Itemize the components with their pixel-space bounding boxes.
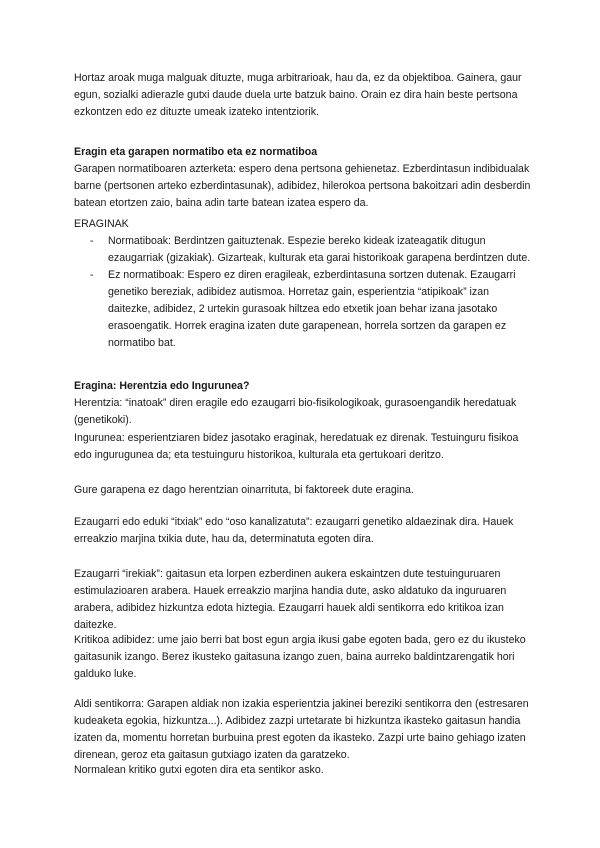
paragraph-herentzia: Herentzia: “inatoak” diren eragile edo ezaugarri bio-fisikologikoak, gurasoengandik heredatuak (genetikoki). [74, 397, 517, 426]
list-bullet: - [90, 235, 94, 247]
eraginak-list-block [74, 216, 534, 352]
paragraph-aldi-sentikorra-block [74, 696, 534, 764]
paragraph-aldi-sentikorra: Aldi sentikorra: Garapen aldiak non izakia esperientzia jakinei bereziki sentikorra den (estresaren kudeaketa egokia, hizkuntza...). Adibidez zazpi urtetarate bi hizkuntza ikasteko gaitasun handia izaten da, momentu horretan burbuina prest egoten da ikasteko. Zazpi urte baino gehiago izaten direnean, geroz eta gaitasun gutxiago izaten da garatzeko. [74, 698, 529, 761]
section-normative [74, 144, 534, 212]
list-item [74, 267, 534, 352]
paragraph-irekiak-block [74, 566, 534, 634]
paragraph-garapena: Gure garapena ez dago herentzian oinarrituta, bi faktoreek dute eragina. [74, 484, 414, 496]
section-normative-text: Garapen normatiboaren azterketa: espero dena pertsona gehienetaz. Ezberdintasun indibidualak barne (pertsonen arteko ezberdintasunak), adibidez, hilerokoa pertsona bakoitzari adin desberdin batean etortzen zaio, baina adin tarte batean izatea espero da. [74, 163, 531, 209]
section-heritage-heading: Eragina: Herentzia edo Ingurunea? [74, 380, 250, 392]
paragraph-itxiak-block [74, 514, 534, 548]
section-normative-heading: Eragin eta garapen normatibo eta ez normatiboa [74, 146, 318, 158]
eraginak-title: ERAGINAK [74, 218, 129, 230]
paragraph-garapena-block [74, 482, 534, 499]
paragraph-itxiak: Ezaugarri edo eduki “itxiak” edo “oso kanalizatuta”: ezaugarri genetiko aldaezinak dira. Hauek erreakzio marjina txikia dute, hau da, determinatuta egoten dira. [74, 516, 514, 545]
list-item-text: Normatiboak: Berdintzen gaituztenak. Espezie bereko kideak izateagatik ditugun ezaugarriak (gizakiak). Gizarteak, kulturak eta garai historikoak garapena berdintzen dute. [108, 235, 531, 264]
intro-paragraph [74, 70, 534, 121]
paragraph-ingurunea-block [74, 430, 534, 464]
paragraph-kritikoa: Kritikoa adibidez: ume jaio berri bat bost egun argia ikusi gabe egoten bada, gero ez du ikusteko gaitasunik izango. Berez ikusteko gaitasuna izango zuen, baina aurreko baldintzarengatik hori galduko luke. [74, 634, 526, 680]
list-item-text: Ez normatiboak: Espero ez diren eragileak, ezberdintasuna sortzen dutenak. Ezaugarri genetiko bereziak, adibidez autismoa. Horretaz gain, esperientzia “atipikoak” izan daitezke, adibidez, 2 urtekin gurasoak hiltzea edo etxetik joan behar izana jasotako erasoengatik. Horrek eragina izaten dute garapenean, horrela sortzen da garapen ez normatibo bat. [108, 269, 516, 349]
paragraph-normalean: Normalean kritiko gutxi egoten dira eta sentikor asko. [74, 764, 324, 776]
intro-text: Hortaz aroak muga malguak dituzte, muga arbitrarioak, hau da, ez da objektiboa. Gainera, gaur egun, sozialki adierazle gutxi daude duela urte batzuk baino. Orain ez dira hain beste pertsona ezkontzen edo ez dituzte umeak izateko intentziorik. [74, 72, 522, 118]
list-item [74, 233, 534, 267]
paragraph-normalean-block [74, 762, 534, 779]
paragraph-kritikoa-block [74, 632, 534, 683]
paragraph-irekiak: Ezaugarri “irekiak”: gaitasun eta lorpen ezberdinen aukera eskaintzen dute testuinguruaren estimulazioaren arabera. Hauek erreakzio marjina handia dute, asko aldatuko da inguruaren arabera, adibidez hizkuntza edota hiztegia. Ezaugarri hauek aldi sentikorra edo kritikoa izan daitezke. [74, 568, 507, 631]
list-bullet: - [90, 269, 94, 281]
section-heritage [74, 378, 534, 429]
eraginak-list [74, 233, 534, 352]
paragraph-ingurunea: Ingurunea: esperientziaren bidez jasotako eraginak, heredatuak ez direnak. Testuinguru fisikoa edo ingurugunea da; eta testuinguru historikoa, kulturala eta gertukoari deritzo. [74, 432, 519, 461]
